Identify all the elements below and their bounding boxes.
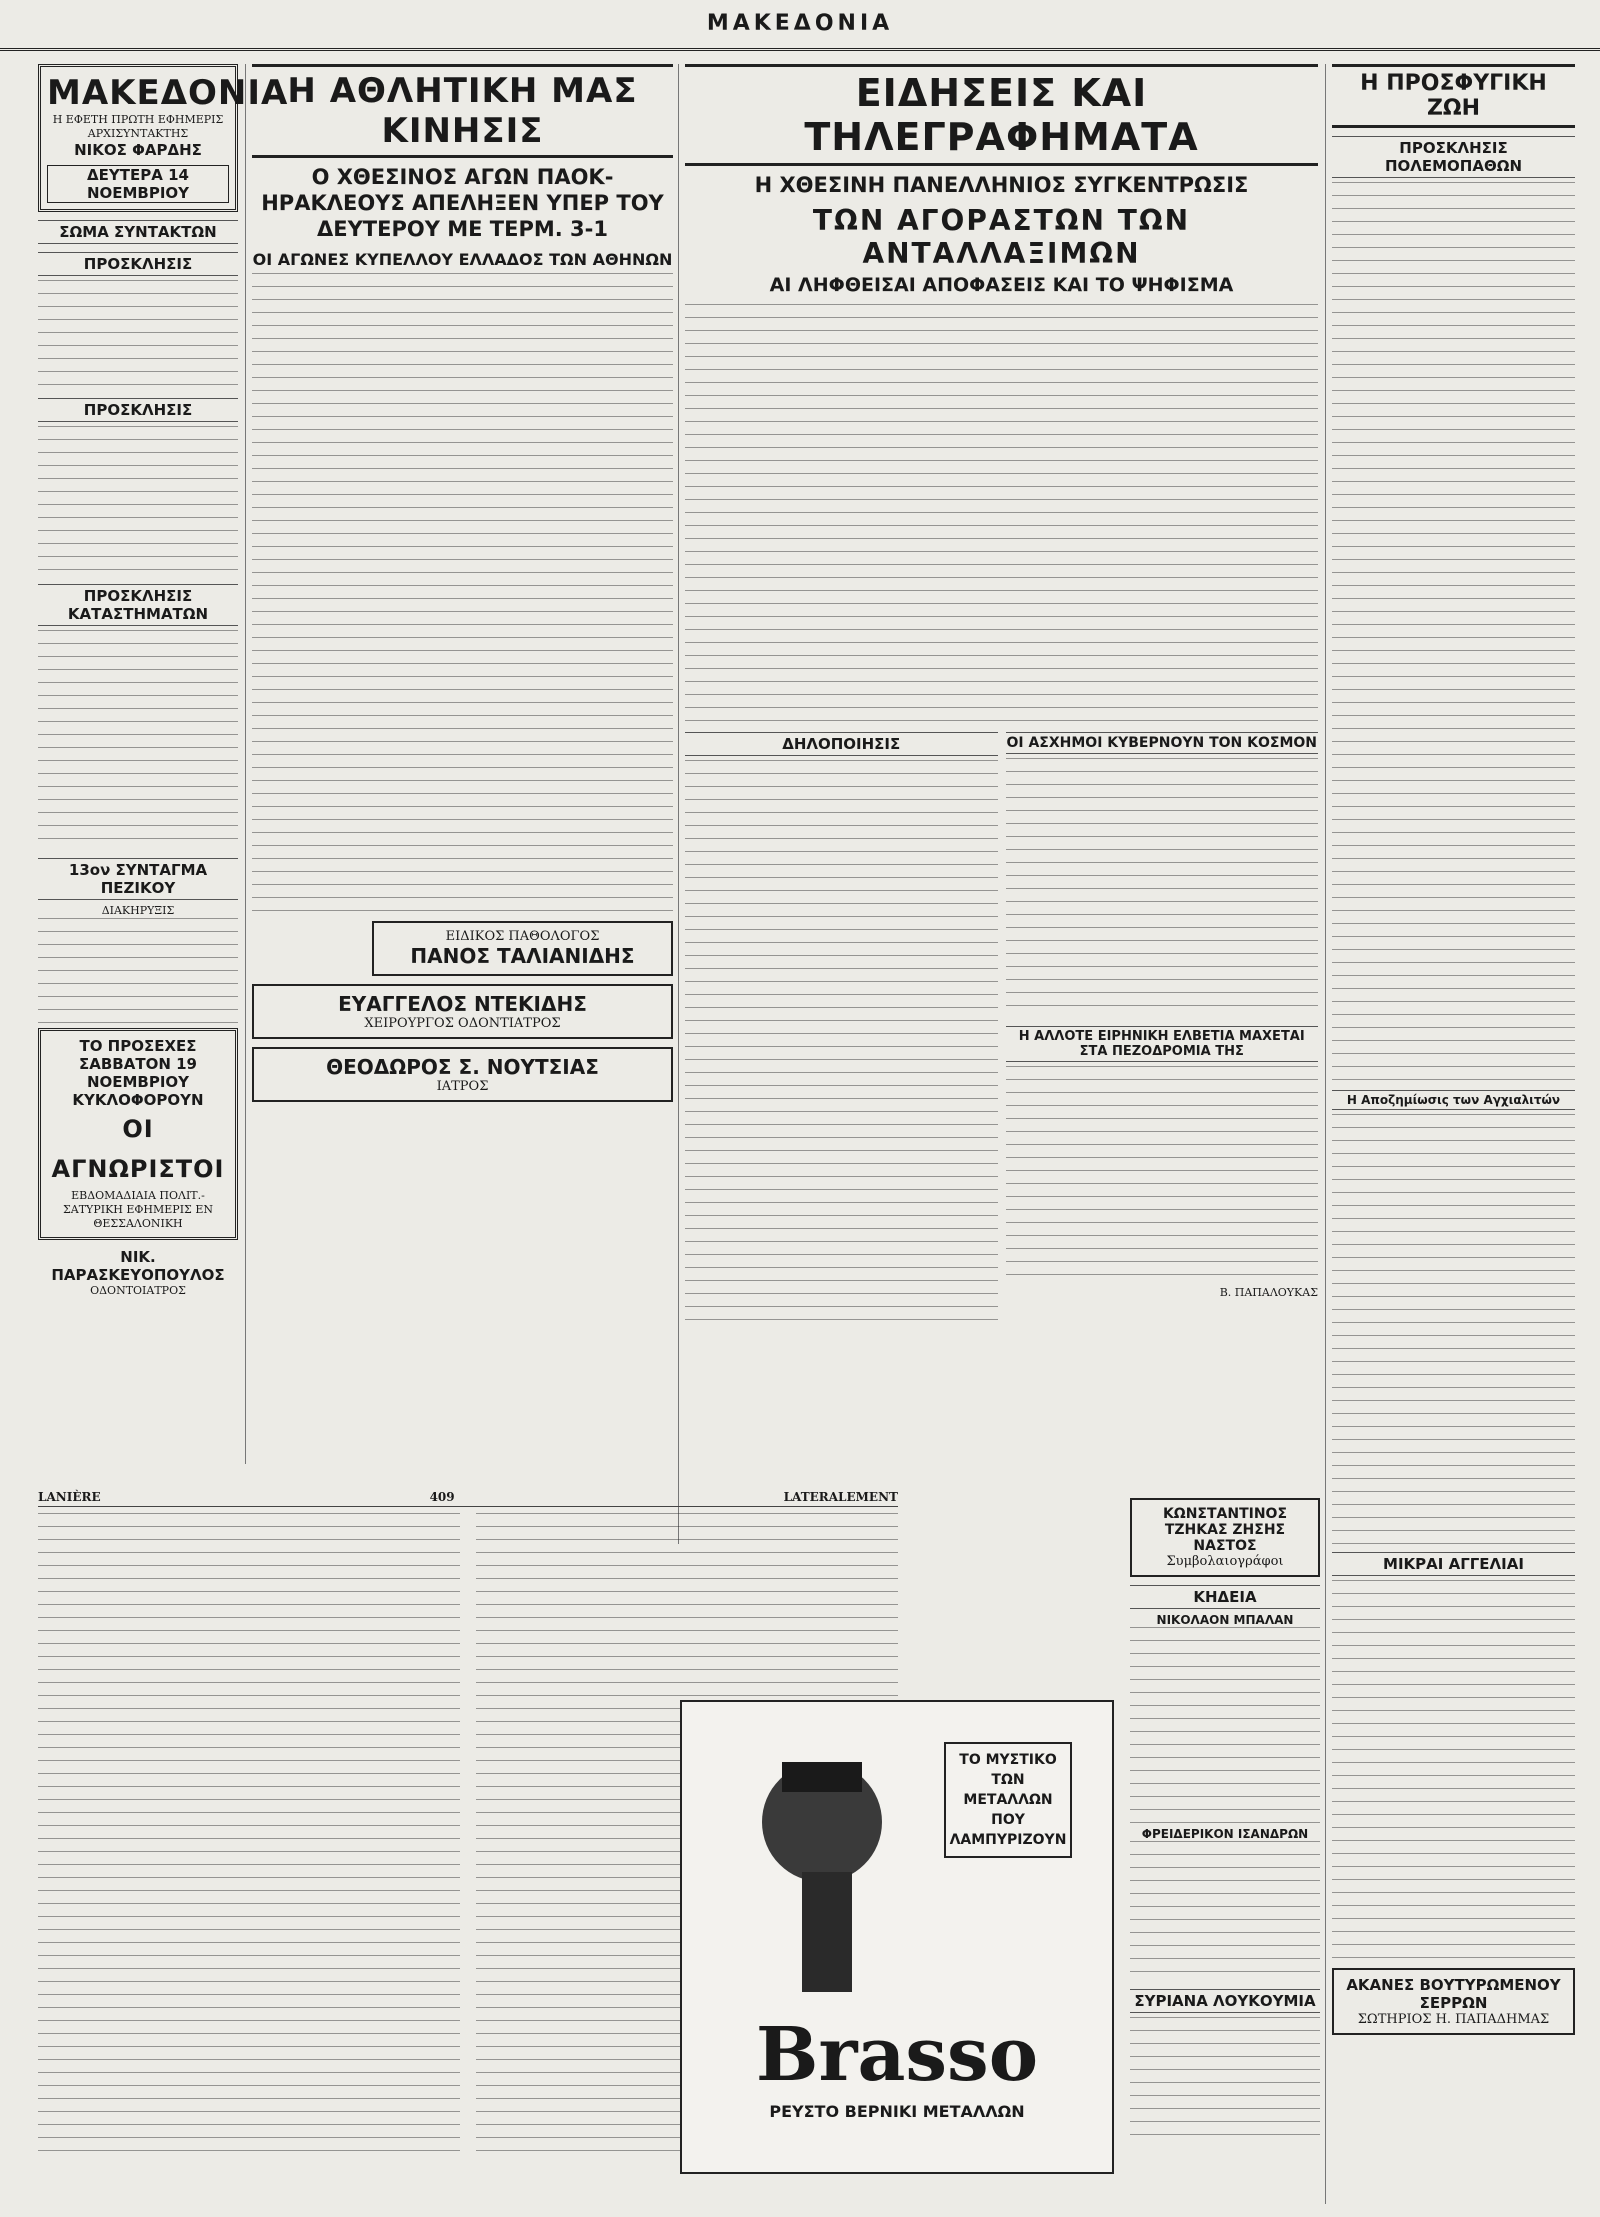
editor-title: ΑΡΧΙΣΥΝΤΑΚΤΗΣ [87,127,189,140]
agnoristoi-ad [38,1028,238,1240]
brasso-tag: ΡΕΥΣΤΟ ΒΕΡΝΙΚΙ ΜΕΤΑΛΛΩΝ [769,2102,1025,2121]
refugee-column [1325,64,1575,2204]
ad-saturday: ΤΟ ΠΡΟΣΕΧΕΣ ΣΑΒΒΑΤΟΝ 19 ΝΟΕΜΒΡΙΟΥ ΚΥΚΛΟΦΟΡΟΥΝ [72,1037,204,1109]
brasso-ad [680,1700,1114,2174]
text-block [38,280,238,390]
brasso-mystic: ΤΟ ΜΥΣΤΙΚΟ ΤΩΝ ΜΕΤΑΛΛΩΝ ΠΟΥ ΛΑΜΠΥΡΙΖΟΥΝ [944,1742,1072,1858]
notice-heading: ΔΗΛΟΠΟΙΗΣΙΣ [685,732,998,756]
news-sub2: ΤΩΝ ΑΓΟΡΑΣΤΩΝ ΤΩΝ ΑΝΤΑΛΛΑΞΙΜΩΝ [812,204,1191,270]
text-block [38,426,238,576]
text-block [38,630,238,850]
funeral-name: ΝΙΚΟΛΑΟΝ ΜΠΑΛΑΝ [1156,1613,1294,1627]
news-sub1: Η ΧΘΕΣΙΝΗ ΠΑΝΕΛΛΗΝΙΟΣ ΣΥΓΚΕΝΤΡΩΣΙΣ [754,173,1249,197]
text-block [1130,1841,1320,1981]
dentist-ad-name: ΕΥΑΓΓΕΛΟΣ ΝΤΕΚΙΔΗΣ [338,992,587,1016]
article-author: Β. ΠΑΠΑΛΟΥΚΑΣ [1219,1286,1318,1299]
butter-ad [1332,1968,1575,2035]
doctor-ad [252,1047,673,1102]
dentist-name: ΝΙΚ. ΠΑΡΑΣΚΕΥΟΠΟΥΛΟΣ [51,1248,225,1284]
masthead-title: ΜΑΚΕΔΟΝΙΑ [706,11,894,36]
masthead [0,0,1600,51]
dentist-ad-title: ΧΕΙΡΟΥΡΓΟΣ ΟΔΟΝΤΙΑΤΡΟΣ [364,1016,561,1031]
text-block [1332,1114,1575,1544]
butter-ad-title: ΑΚΑΝΕΣ ΒΟΥΤΥΡΩΜΕΝΟΥ ΣΕΡΡΩΝ [1346,1976,1561,2012]
left-column [38,64,289,1474]
notices-column [1130,1490,1320,2190]
dict-col-left [38,1513,460,2153]
paper-sub: Η ΕΦΕΤΗ ΠΡΩΤΗ ΕΦΗΜΕΡΙΣ [52,113,224,126]
funeral2-name: ΦΡΕΙΔΕΡΙΚΟΝ ΙΣΑΝΔΡΩΝ [1141,1827,1309,1841]
dict-right-head: LATERALEMENT [783,1490,898,1504]
war-victims-heading: ΠΡΟΣΚΛΗΣΙΣ ΠΟΛΕΜΟΠΑΘΩΝ [1332,136,1575,178]
dentist-title: ΟΔΟΝΤΟΙΑΤΡΟΣ [90,1284,186,1297]
compensation-heading: Η Αποζημίωσις των Αγχιαλιτών [1332,1090,1575,1110]
text-block [1006,1066,1319,1286]
dict-left-head: LANIÈRE [38,1490,101,1504]
dictionary-header [38,1488,898,1507]
paper-name: ΜΑΚΕΔΟΝΙΑ [47,73,289,113]
shops-heading: ΠΡΟΣΚΛΗΣΙΣ ΚΑΤΑΣΤΗΜΑΤΩΝ [38,584,238,626]
dentist-ad [252,984,673,1039]
butter-ad-name: ΣΩΤΗΡΙΟΣ Η. ΠΑΠΑΔΗΜΑΣ [1357,2012,1550,2027]
peace-heading: Η ΑΛΛΟΤΕ ΕΙΡΗΝΙΚΗ ΕΛΒΕΤΙΑ ΜΑΧΕΤΑΙ ΣΤΑ ΠΕΖΟΔΡΟΜΙΑ ΤΗΣ [1006,1026,1319,1062]
brasso-word: Brasso [755,2012,1039,2098]
notary-ad [1130,1498,1320,1577]
text-block [1006,758,1319,1018]
dict-page: 409 [429,1490,455,1504]
paper-box [38,64,289,212]
news-column [678,64,1318,1544]
text-block [1332,182,1575,1082]
text-block [685,304,1318,724]
text-block [685,760,998,1320]
invite-heading: ΠΡΟΣΚΛΗΣΙΣ [38,252,238,276]
sports-subhead: ΟΙ ΑΓΩΝΕΣ ΚΥΠΕΛΛΟΥ ΕΛΛΑΔΟΣ ΤΩΝ ΑΘΗΝΩΝ [252,250,673,269]
regiment-sub: ΔΙΑΚΗΡΥΞΙΣ [101,904,175,917]
text-block [1332,1580,1575,1960]
sweets-heading: ΣΥΡΙΑΝΑ ΛΟΥΚΟΥΜΙΑ [1130,1989,1320,2013]
news-sub3: ΑΙ ΛΗΦΘΕΙΣΑΙ ΑΠΟΦΑΣΕΙΣ ΚΑΙ ΤΟ ΨΗΦΙΣΜΑ [769,274,1234,296]
sports-banner: Η ΑΘΛΗΤΙΚΗ ΜΑΣ ΚΙΝΗΣΙΣ [252,64,673,158]
notary-title: Συμβολαιογράφοι [1166,1554,1284,1569]
editors-heading: ΣΩΜΑ ΣΥΝΤΑΚΤΩΝ [38,220,238,244]
funeral-heading: ΚΗΔΕΙΑ [1130,1585,1320,1609]
notary-name: ΚΩΝΣΤΑΝΤΙΝΟΣ ΤΖΗΚΑΣ ΖΗΣΗΣ ΝΑΣΤΟΣ [1162,1506,1288,1554]
regiment-heading: 13ον ΣΥΝΤΑΓΜΑ ΠΕΖΙΚΟΥ [38,858,238,900]
sports-headline: Ο ΧΘΕΣΙΝΟΣ ΑΓΩΝ ΠΑΟΚ-ΗΡΑΚΛΕΟΥΣ ΑΠΕΛΗΞΕΝ ΥΠΕΡ ΤΟΥ ΔΕΥΤΕΡΟΥ ΜΕ ΤΕΡΜ. 3-1 [261,165,664,241]
small-ads-heading: ΜΙΚΡΑΙ ΑΓΓΕΛΙΑΙ [1332,1552,1575,1576]
issue-date: ΔΕΥΤΕΡΑ 14 ΝΟΕΜΒΡΙΟΥ [47,165,229,203]
editor-name: ΝΙΚΟΣ ΦΑΡΔΗΣ [74,141,202,159]
doctor-ad-title: ΙΑΤΡΟΣ [436,1079,489,1094]
text-block [252,273,673,913]
pathologist-name: ΠΑΝΟΣ ΤΑΛΙΑΝΙΔΗΣ [410,944,635,968]
text-block [1130,1627,1320,1827]
ad-agnoristoi: ΟΙ ΑΓΝΩΡΙΣΤΟΙ [51,1115,225,1183]
rulers-heading: ΟΙ ΑΣΧΗΜΟΙ ΚΥΒΕΡΝΟΥΝ ΤΟΝ ΚΟΣΜΟΝ [1006,732,1319,754]
pathologist-title: ΕΙΔΙΚΟΣ ΠΑΘΟΛΟΓΟΣ [445,929,600,944]
ad-weekly: ΕΒΔΟΜΑΔΙΑΙΑ ΠΟΛΙΤ.-ΣΑΤΥΡΙΚΗ ΕΦΗΜΕΡΙΣ ΕΝ ΘΕΣΣΑΛΟΝΙΚΗ [63,1189,213,1230]
text-block [1130,2017,1320,2137]
doctor-ad-name: ΘΕΟΔΩΡΟΣ Σ. ΝΟΥΤΣΙΑΣ [326,1055,599,1079]
refugee-banner: Η ΠΡΟΣΦΥΓΙΚΗ ΖΩΗ [1332,64,1575,128]
sports-column [245,64,673,1464]
text-block [38,918,238,1028]
news-banner: ΕΙΔΗΣΕΙΣ ΚΑΙ ΤΗΛΕΓΡΑΦΗΜΑΤΑ [685,64,1318,166]
invite2-heading: ΠΡΟΣΚΛΗΣΙΣ [38,398,238,422]
pathologist-ad [372,921,673,976]
